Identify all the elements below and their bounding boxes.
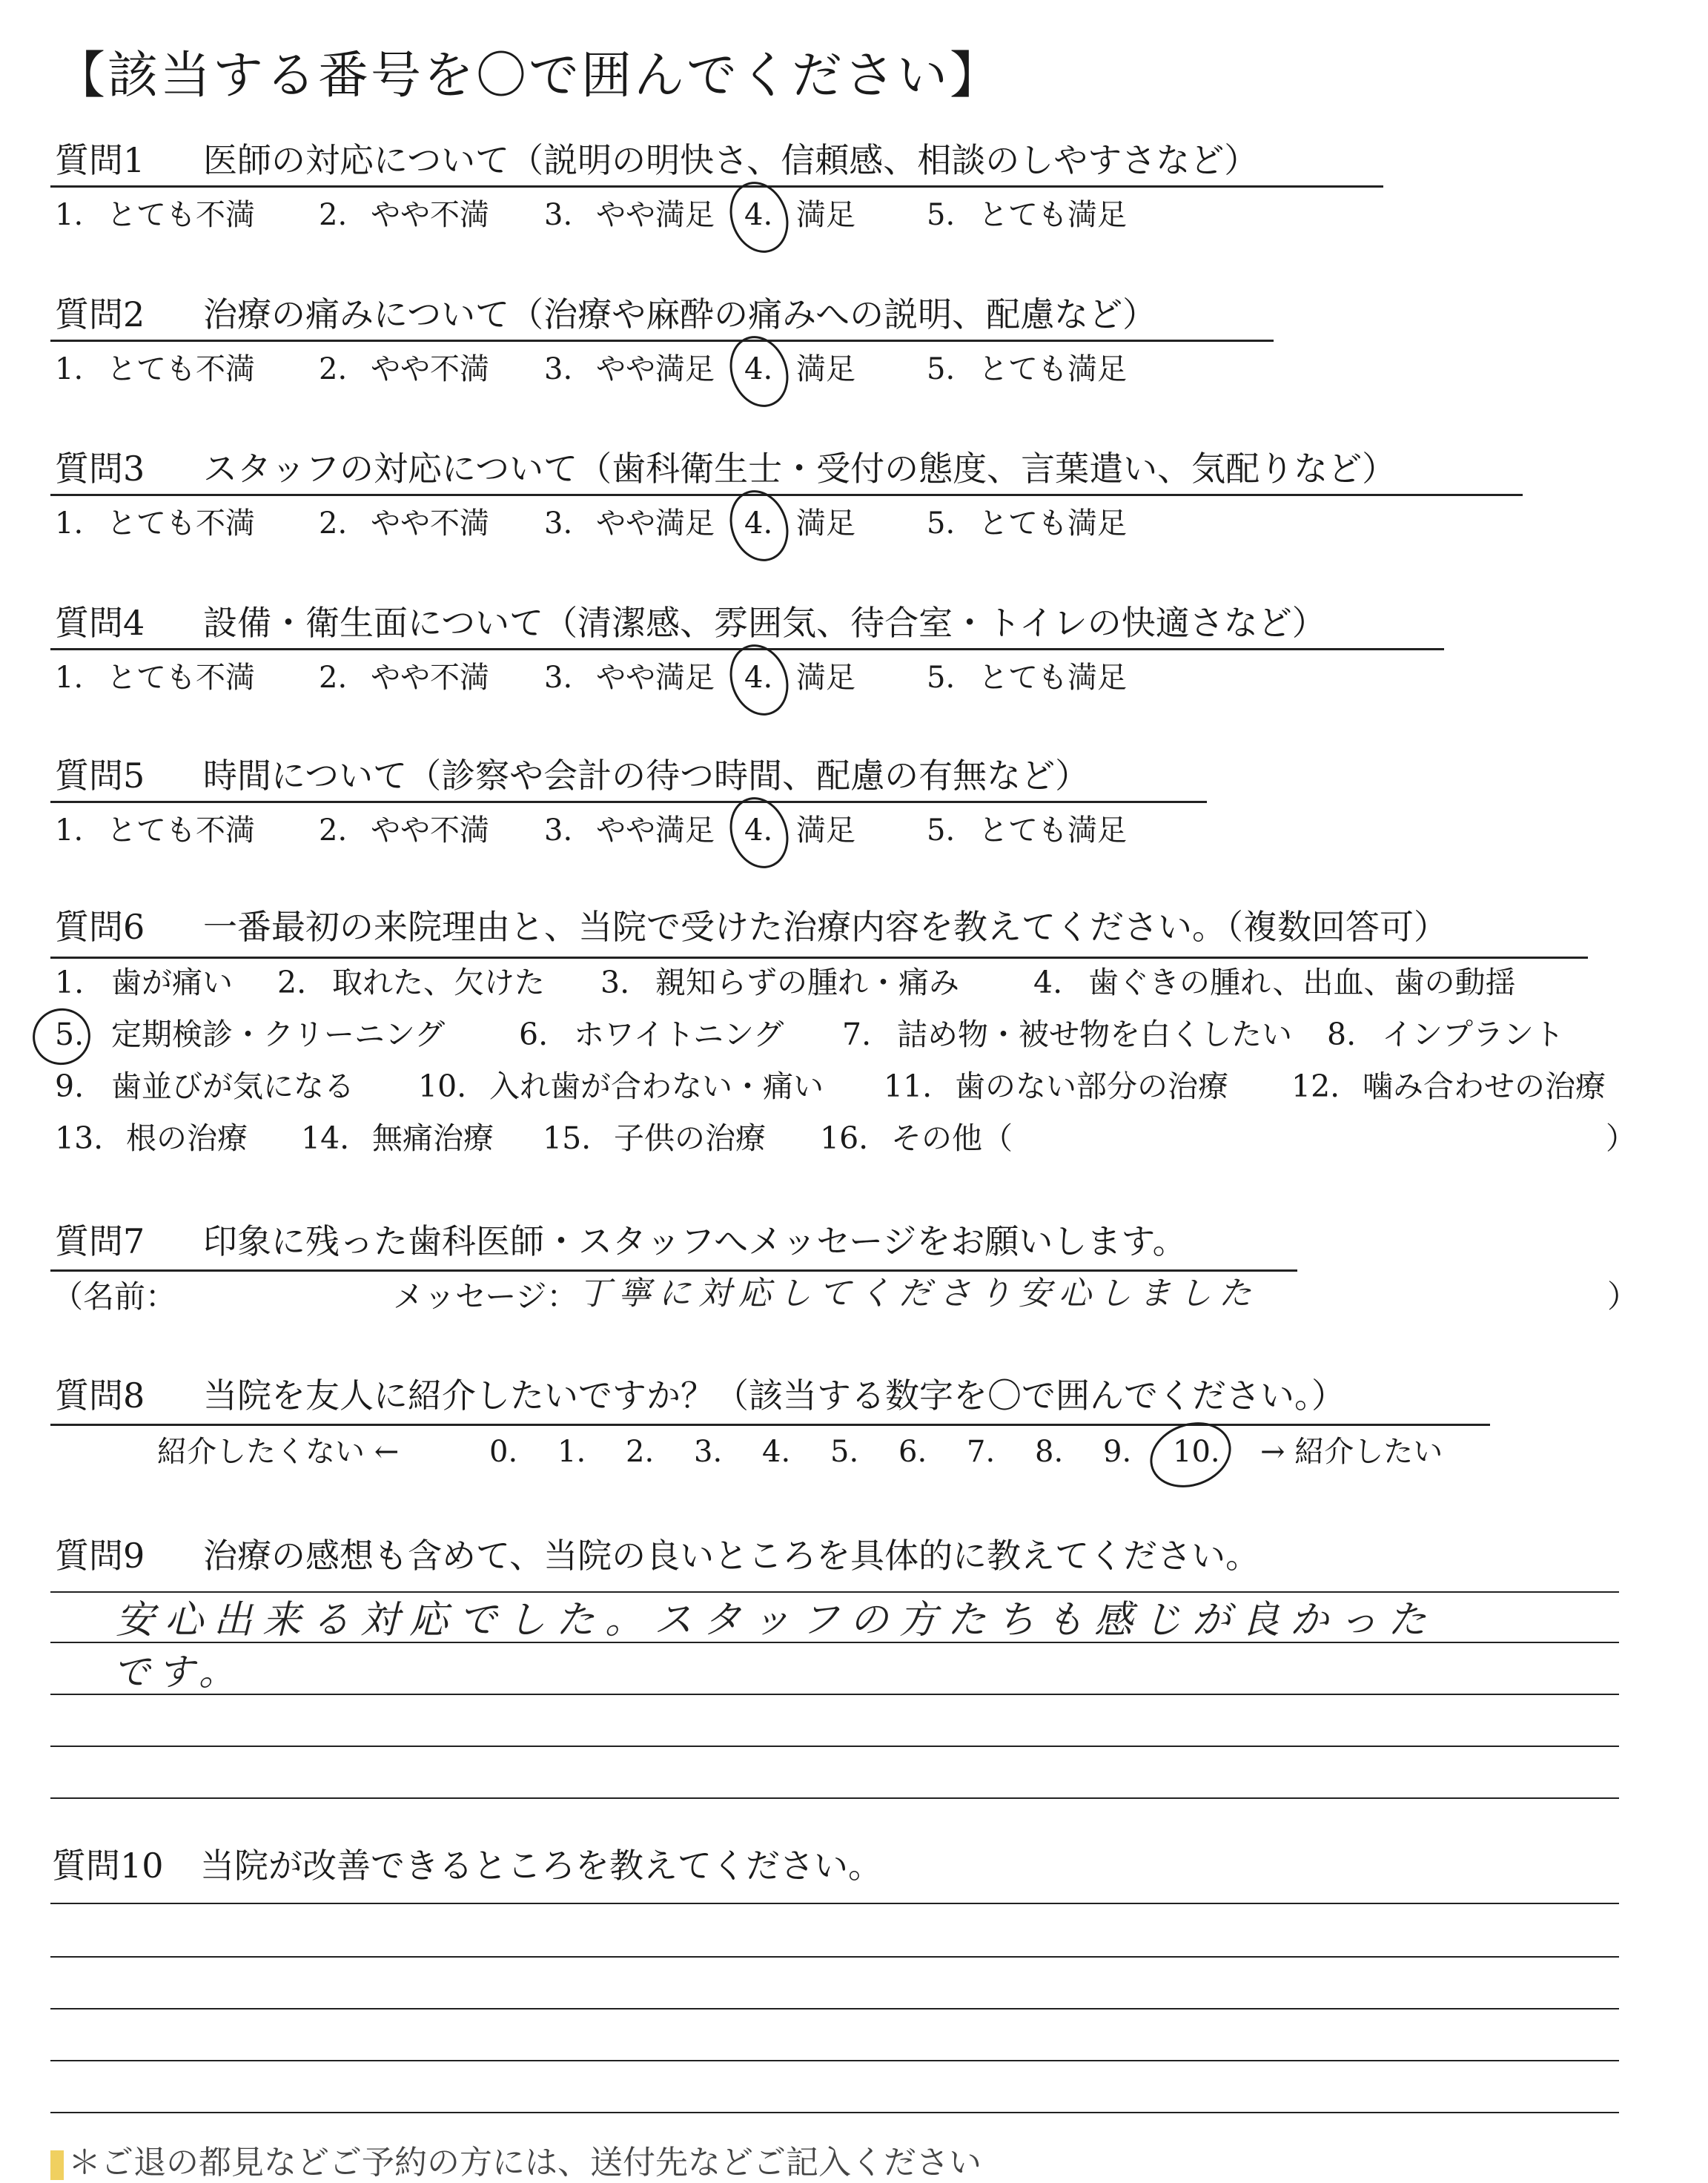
question-underline (50, 185, 1383, 188)
q6-item-label: 歯ぐきの腫れ、出血、歯の動揺 (1088, 965, 1516, 1000)
q6-item-4[interactable]: 4. (1033, 965, 1063, 1000)
rating-options (55, 196, 1241, 234)
footer-note (50, 2136, 982, 2183)
scale-option-9[interactable]: 9. (1103, 1435, 1132, 1469)
question-7-title (55, 1219, 1187, 1264)
rating-option-label: やや不満 (371, 661, 489, 695)
question-text: スタッフの対応について（歯科衛生士・受付の態度、言葉遣い、気配りなど） (203, 449, 1397, 489)
q6-item-14[interactable]: 14. (301, 1120, 350, 1156)
question-10-title (52, 1843, 882, 1888)
question-text: 印象に残った歯科医師・スタッフへメッセージをお願いします。 (203, 1221, 1187, 1261)
rating-option-label: とても不満 (107, 352, 255, 386)
question-text: 時間について（診察や会計の待つ時間、配慮の有無など） (203, 756, 1090, 796)
scale-option-7[interactable]: 7. (967, 1435, 996, 1469)
rating-options (55, 658, 1241, 697)
answer-line (50, 1903, 1619, 1904)
question-underline (50, 957, 1588, 959)
rating-option-label: とても不満 (107, 661, 255, 695)
scale-left-label: 紹介したくない ← (157, 1435, 400, 1469)
q6-item-label: 親知らずの腫れ・痛み (655, 965, 959, 1000)
question-number: 質問7 (55, 1221, 145, 1261)
rating-option-label: 満足 (796, 813, 855, 848)
question-number: 質問8 (55, 1375, 145, 1416)
page-title: 【該当する番号を〇で囲んでください】 (55, 47, 1003, 105)
rating-option-label: とても不満 (107, 198, 255, 232)
answer-line (50, 1956, 1619, 1958)
question-8-title (55, 1373, 1345, 1418)
rating-option-5[interactable]: 5. (927, 198, 956, 232)
rating-option-5[interactable]: 5. (927, 352, 956, 386)
q6-item-label: 入れ歯が合わない・痛い (489, 1069, 824, 1104)
rating-option-3[interactable]: 3. (544, 813, 573, 848)
rating-option-4[interactable]: 4. (744, 813, 773, 848)
q6-item-label: 歯が痛い (111, 965, 233, 1000)
rating-option-label: やや満足 (596, 661, 715, 695)
question-underline (50, 648, 1444, 650)
rating-option-1[interactable]: 1. (55, 506, 84, 541)
name-label: （名前： (52, 1278, 177, 1315)
close-paren: ） (1606, 1120, 1636, 1156)
rating-options (55, 504, 1241, 543)
rating-option-label: とても満足 (979, 506, 1127, 541)
q6-item-label: 無痛治療 (372, 1120, 494, 1156)
rating-options (55, 811, 1241, 850)
q6-item-15[interactable]: 15. (543, 1120, 592, 1156)
answer-line (50, 2008, 1619, 2009)
q6-item-label: ホワイトニング (574, 1017, 784, 1052)
q6-item-6[interactable]: 6. (519, 1017, 549, 1052)
rating-option-label: やや満足 (596, 506, 715, 541)
rating-option-5[interactable]: 5. (927, 813, 956, 848)
q6-item-label: 子供の治療 (614, 1120, 766, 1156)
rating-option-label: やや満足 (596, 198, 715, 232)
rating-option-2[interactable]: 2. (319, 661, 348, 695)
question-2-title (55, 292, 1156, 337)
rating-option-3[interactable]: 3. (544, 661, 573, 695)
question-text: 当院が改善できるところを教えてください。 (200, 1846, 882, 1886)
rating-option-5[interactable]: 5. (927, 661, 956, 695)
rating-option-label: 満足 (796, 661, 855, 695)
answer-line (50, 1746, 1619, 1747)
rating-option-3[interactable]: 3. (544, 352, 573, 386)
question-3-title (55, 446, 1396, 491)
rating-option-2[interactable]: 2. (319, 813, 348, 848)
highlight-mark (50, 2150, 64, 2180)
answer-line (50, 2112, 1619, 2113)
rating-option-3[interactable]: 3. (544, 198, 573, 232)
close-paren: ） (1607, 1278, 1639, 1315)
message-field[interactable]: 丁寧に対応してくださり安心しました (578, 1275, 1259, 1312)
rating-option-1[interactable]: 1. (55, 813, 84, 848)
rating-option-label: とても満足 (979, 661, 1127, 695)
question-9-title (55, 1533, 1260, 1578)
q9-answer-line-1[interactable]: 安心出来る対応でした。スタッフの方たちも感じが良かった (116, 1598, 1437, 1642)
q6-item-label: 定期検診・クリーニング (111, 1017, 446, 1052)
answer-line (50, 1591, 1619, 1593)
message-label: メッセージ： (393, 1278, 578, 1315)
rating-option-2[interactable]: 2. (319, 198, 348, 232)
q6-item-10[interactable]: 10. (418, 1069, 467, 1104)
rating-option-2[interactable]: 2. (319, 352, 348, 386)
question-text: 一番最初の来院理由と、当院で受けた治療内容を教えてください。（複数回答可） (203, 907, 1448, 947)
rating-option-label: とても不満 (107, 506, 255, 541)
q6-item-5[interactable]: 5. (55, 1017, 85, 1052)
q6-item-1[interactable]: 1. (55, 965, 85, 1000)
scale-option-0[interactable]: 0. (489, 1435, 518, 1469)
question-underline (50, 340, 1274, 342)
rating-option-label: とても満足 (979, 813, 1127, 848)
scale-option-4[interactable]: 4. (762, 1435, 791, 1469)
q6-item-label: 歯のない部分の治療 (955, 1069, 1228, 1104)
question-number: 質問9 (55, 1536, 145, 1576)
question-number: 質問5 (55, 756, 145, 796)
q6-item-11[interactable]: 11. (884, 1069, 933, 1104)
question-number: 質問4 (55, 603, 145, 643)
question-number: 質問2 (55, 294, 145, 334)
question-1-title (55, 138, 1258, 182)
question-text: 当院を友人に紹介したいですか？（該当する数字を〇で囲んでください。） (203, 1375, 1345, 1416)
scale-option-10[interactable]: 10. (1173, 1435, 1220, 1469)
rating-option-label: 満足 (796, 198, 855, 232)
question-text: 設備・衛生面について（清潔感、雰囲気、待合室・トイレの快適さなど） (203, 603, 1326, 643)
rating-option-label: 満足 (796, 506, 855, 541)
question-underline (50, 1269, 1297, 1272)
q6-item-label: その他（ (891, 1120, 1013, 1156)
rating-option-label: やや不満 (371, 506, 489, 541)
question-number: 質問6 (55, 907, 145, 947)
question-underline (50, 1424, 1490, 1426)
rating-option-label: 満足 (796, 352, 855, 386)
q6-item-8[interactable]: 8. (1327, 1017, 1357, 1052)
question-number: 質問3 (55, 449, 145, 489)
q6-item-label: 根の治療 (126, 1120, 248, 1156)
q6-item-3[interactable]: 3. (600, 965, 630, 1000)
rating-option-label: とても不満 (107, 813, 255, 848)
rating-option-4[interactable]: 4. (744, 198, 773, 232)
scale-option-6[interactable]: 6. (898, 1435, 927, 1469)
recommend-scale (0, 1433, 1708, 1474)
q6-item-label: 詰め物・被せ物を白くしたい (897, 1017, 1292, 1052)
answer-line (50, 1797, 1619, 1799)
rating-option-1[interactable]: 1. (55, 352, 84, 386)
q6-item-13[interactable]: 13. (55, 1120, 104, 1156)
rating-option-1[interactable]: 1. (55, 198, 84, 232)
q6-item-16[interactable]: 16. (820, 1120, 869, 1156)
question-6-title (55, 905, 1448, 949)
rating-option-3[interactable]: 3. (544, 506, 573, 541)
question-5-title (55, 753, 1089, 798)
rating-option-2[interactable]: 2. (319, 506, 348, 541)
scale-option-5[interactable]: 5. (830, 1435, 859, 1469)
question-underline (50, 494, 1523, 496)
q6-item-12[interactable]: 12. (1291, 1069, 1340, 1104)
rating-options (55, 350, 1241, 389)
scale-right-label: → 紹介したい (1260, 1435, 1443, 1469)
rating-option-label: とても満足 (979, 352, 1127, 386)
footer-text: ＊ご退の都見などご予約の方には、送付先などご記入ください (68, 2144, 982, 2182)
question-underline (50, 801, 1207, 803)
q6-item-label: 歯並びが気になる (111, 1069, 354, 1104)
scale-option-3[interactable]: 3. (694, 1435, 723, 1469)
rating-option-label: とても満足 (979, 198, 1127, 232)
rating-option-label: やや満足 (596, 352, 715, 386)
rating-option-label: やや満足 (596, 813, 715, 848)
rating-option-label: やや不満 (371, 198, 489, 232)
question-text: 医師の対応について（説明の明快さ、信頼感、相談のしやすさなど） (203, 140, 1259, 180)
q6-item-2[interactable]: 2. (277, 965, 307, 1000)
rating-option-1[interactable]: 1. (55, 661, 84, 695)
q6-item-7[interactable]: 7. (842, 1017, 872, 1052)
scale-option-8[interactable]: 8. (1035, 1435, 1064, 1469)
question-text: 治療の感想も含めて、当院の良いところを具体的に教えてください。 (203, 1536, 1260, 1576)
question-text: 治療の痛みについて（治療や麻酔の痛みへの説明、配慮など） (203, 294, 1157, 334)
q6-item-9[interactable]: 9. (55, 1069, 85, 1104)
q9-answer-line-2[interactable]: です。 (113, 1651, 243, 1694)
question-number: 質問10 (52, 1846, 164, 1886)
rating-option-4[interactable]: 4. (744, 506, 773, 541)
rating-option-4[interactable]: 4. (744, 661, 773, 695)
question-4-title (55, 601, 1326, 645)
rating-option-label: やや不満 (371, 813, 489, 848)
rating-option-5[interactable]: 5. (927, 506, 956, 541)
answer-line (50, 2060, 1619, 2061)
scale-option-2[interactable]: 2. (626, 1435, 655, 1469)
rating-option-label: やや不満 (371, 352, 489, 386)
q6-item-label: インプラント (1382, 1017, 1564, 1052)
q6-item-label: 噛み合わせの治療 (1363, 1069, 1606, 1104)
question-number: 質問1 (55, 140, 145, 180)
rating-option-4[interactable]: 4. (744, 352, 773, 386)
q6-item-label: 取れた、欠けた (332, 965, 545, 1000)
answer-line (50, 1642, 1619, 1643)
answer-line (50, 1694, 1619, 1695)
scale-option-1[interactable]: 1. (557, 1435, 586, 1469)
